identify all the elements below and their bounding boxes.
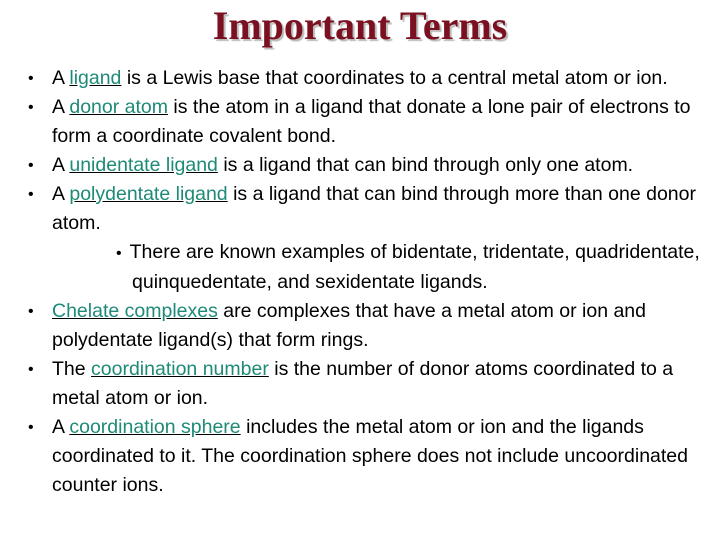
term-list — [24, 64, 704, 500]
list-item: • Chelate complexes are complexes that have a metal atom or ion and polydentate ligand(s) that form rings. — [24, 297, 704, 355]
slide-title: Important Terms — [212, 3, 508, 48]
sub-list — [52, 238, 704, 297]
term-coordination-sphere: coordination sphere — [69, 416, 241, 438]
list-item: • A coordination sphere includes the metal atom or ion and the ligands coordinated to it. The coordination sphere does not include uncoordinated counter ions. — [24, 413, 704, 500]
term-polydentate-ligand: polydentate ligand — [69, 183, 228, 205]
term-ligand: ligand — [69, 67, 122, 89]
list-item: • The coordination number is the number of donor atoms coordinated to a metal atom or ion. — [24, 355, 704, 413]
sub-list-item: • There are known examples of bidentate, tridentate, quadridentate, quinquedentate, and sexidentate ligands. — [116, 238, 704, 297]
list-item: • A polydentate ligand is a ligand that can bind through more than one donor atom. • There are known examples of bidentate, tridentate, quadridentate, quinquedentate, and sexidentate ligands. — [24, 180, 704, 297]
term-donor-atom: donor atom — [69, 96, 169, 118]
list-item: • A unidentate ligand is a ligand that can bind through only one atom. — [24, 151, 704, 180]
term-unidentate-ligand: unidentate ligand — [69, 154, 218, 176]
list-item: • A donor atom is the atom in a ligand that donate a lone pair of electrons to form a coordinate covalent bond. — [24, 93, 704, 151]
term-chelate-complexes: Chelate complexes — [52, 300, 218, 322]
term-coordination-number: coordination number — [91, 358, 269, 380]
list-item: • A ligand is a Lewis base that coordinates to a central metal atom or ion. — [24, 64, 704, 93]
